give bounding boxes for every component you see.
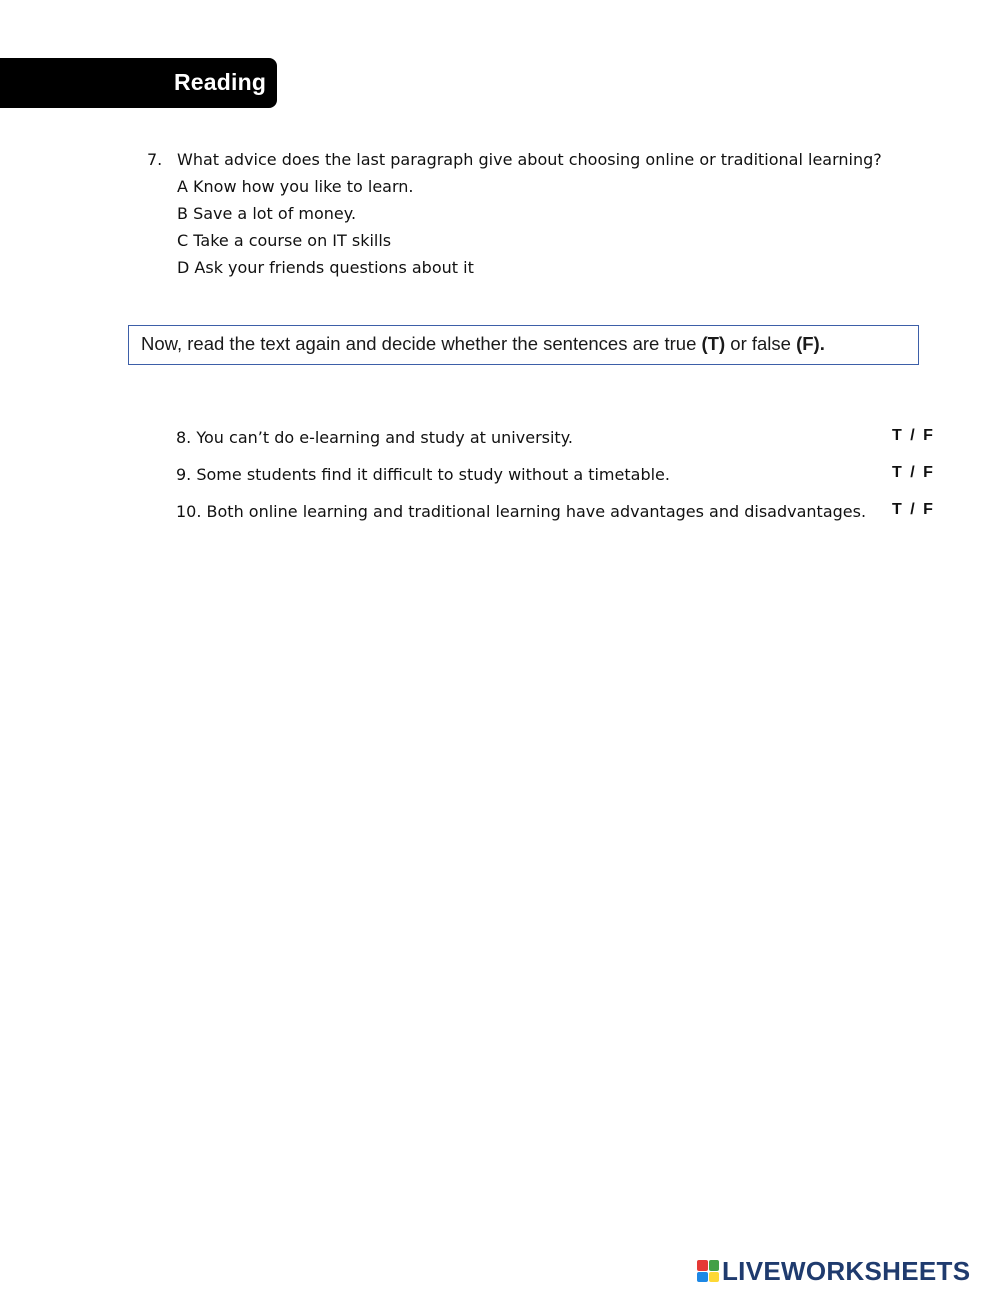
tf-choice[interactable]: T / F xyxy=(892,427,934,444)
tf-statement: 8. You can’t do e-learning and study at university. xyxy=(176,428,573,447)
question-number: 7. xyxy=(147,150,163,169)
tf-choice[interactable]: T / F xyxy=(892,501,934,518)
logo-square-yellow xyxy=(709,1272,720,1283)
instruction-true-marker: (T) xyxy=(701,333,726,354)
logo-square-blue xyxy=(697,1272,708,1283)
question-7-stem xyxy=(147,146,927,173)
question-text: What advice does the last paragraph give about choosing online or traditional learning? xyxy=(177,150,882,169)
brand-name: LIVEWORKSHEETS xyxy=(722,1255,971,1286)
instruction-box xyxy=(128,325,919,365)
tf-item xyxy=(176,461,946,498)
tf-statement: 10. Both online learning and traditional learning have advantages and disadvantages. xyxy=(176,502,867,521)
logo-square-red xyxy=(697,1260,708,1271)
answer-options xyxy=(177,173,927,281)
question-7 xyxy=(147,146,927,281)
liveworksheets-brand xyxy=(697,1256,997,1286)
instruction-text-before: Now, read the text again and decide whether the sentences are true xyxy=(141,333,702,354)
option-d[interactable]: D Ask your friends questions about it xyxy=(177,258,474,277)
tf-item xyxy=(176,498,946,535)
option-b[interactable]: B Save a lot of money. xyxy=(177,204,357,223)
tf-choice[interactable]: T / F xyxy=(892,464,934,481)
option-c[interactable]: C Take a course on IT skills xyxy=(177,231,392,250)
tf-statement: 9. Some students find it difficult to study without a timetable. xyxy=(176,465,670,484)
tf-item xyxy=(176,424,946,461)
instruction-false-marker: (F). xyxy=(796,333,825,354)
liveworksheets-logo-icon xyxy=(697,1260,719,1282)
section-title: Reading xyxy=(174,69,267,95)
option-a[interactable]: A Know how you like to learn. xyxy=(177,177,414,196)
instruction-text-middle: or false xyxy=(725,333,797,354)
logo-square-green xyxy=(709,1260,720,1271)
section-tab xyxy=(0,58,277,108)
true-false-list xyxy=(176,424,946,535)
